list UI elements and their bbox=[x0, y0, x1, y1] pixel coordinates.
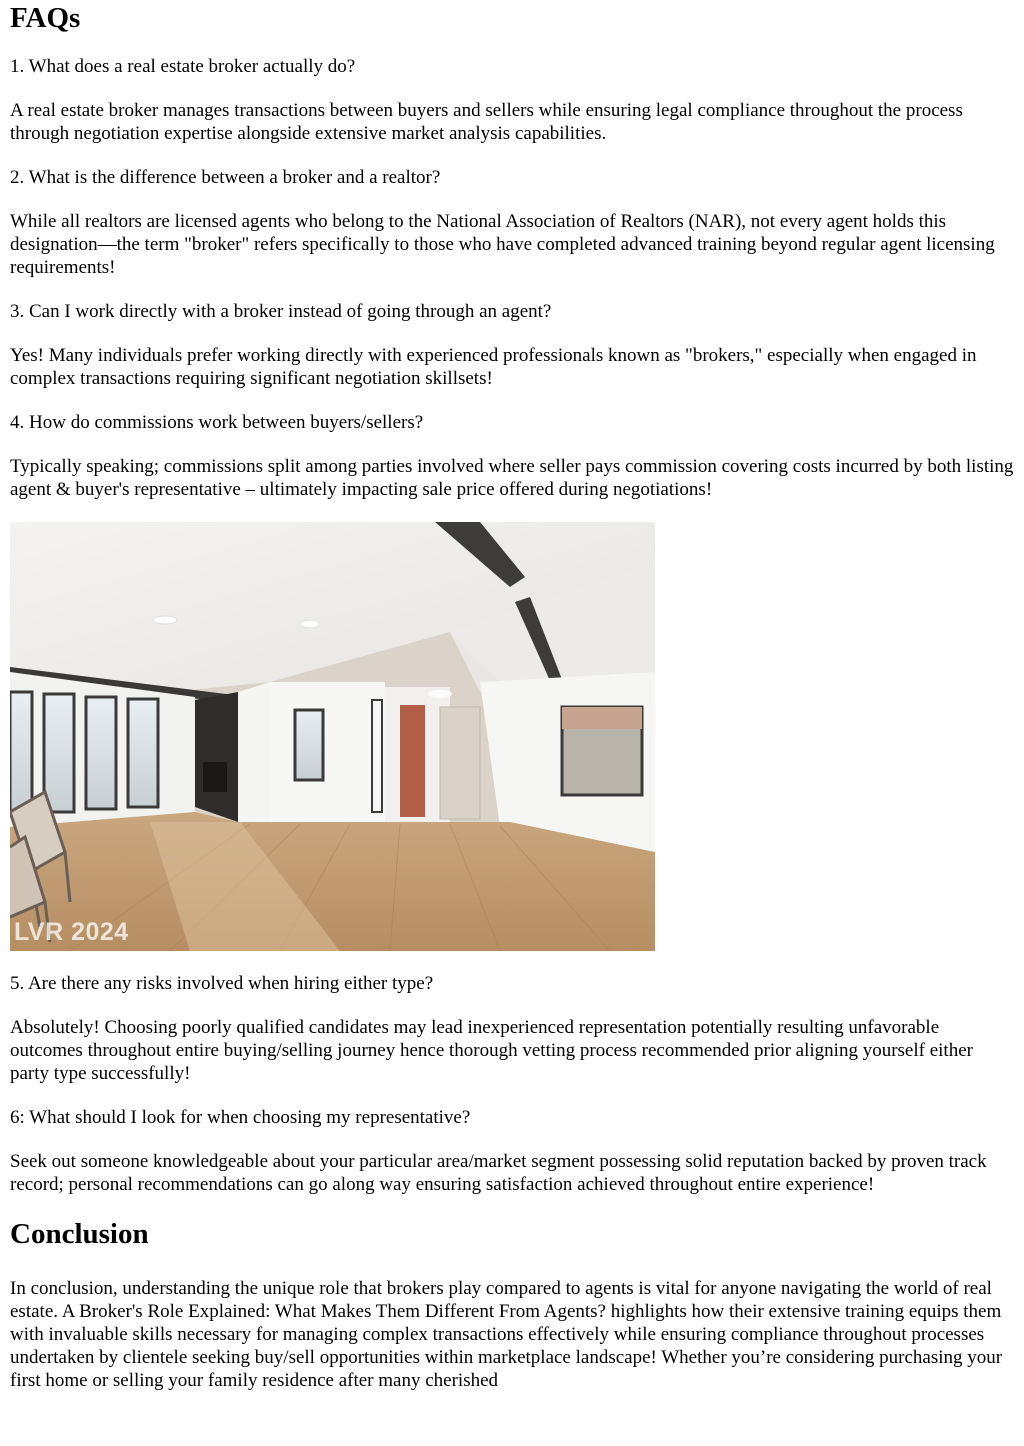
faq-question-6: 6: What should I look for when choosing my representative? bbox=[10, 1107, 471, 1128]
faq-answer-2: While all realtors are licensed agents who belong to the National Association of Realtors (NAR), not every agent holds this designation—the term "broker" refers specifically to those who have completed advanced training beyond regular agent licensing requirements! bbox=[10, 211, 995, 278]
faq-question-5: 5. Are there any risks involved when hiring either type? bbox=[10, 973, 434, 994]
faq-answer-5: Absolutely! Choosing poorly qualified candidates may lead inexperienced representation potentially resulting unfavorable outcomes throughout entire buying/selling journey hence thorough vetting process recommended prior aligning yourself either party type successfully! bbox=[10, 1017, 973, 1084]
faq-question-2: 2. What is the difference between a broker and a realtor? bbox=[10, 167, 441, 188]
faq-answer-6: Seek out someone knowledgeable about your particular area/market segment possessing solid reputation backed by proven track record; personal recommendations can go along way ensuring satisfaction achieved throughout entire experience! bbox=[10, 1151, 987, 1195]
conclusion-heading: Conclusion bbox=[10, 1218, 149, 1250]
living-room-photo bbox=[10, 522, 655, 951]
faq-question-1: 1. What does a real estate broker actually do? bbox=[10, 56, 356, 77]
conclusion-text: In conclusion, understanding the unique role that brokers play compared to agents is vital for anyone navigating the world of real estate. A Broker's Role Explained: What Makes Them Different From Agents? highlights how their extensive training equips them with invaluable skills necessary for managing complex transactions effectively while ensuring compliance throughout processes undertaken by clientele seeking buy/sell opportunities within marketplace landscape! Whether you’re considering purchasing your first home or selling your family residence after many cherished bbox=[10, 1278, 1003, 1391]
faq-answer-4: Typically speaking; commissions split among parties involved where seller pays commission covering costs incurred by both listing agent & buyer's representative – ultimately impacting sale price offered during negotiations! bbox=[10, 456, 1014, 500]
faq-question-3: 3. Can I work directly with a broker instead of going through an agent? bbox=[10, 301, 552, 322]
faqs-heading: FAQs bbox=[10, 2, 81, 34]
faq-answer-3: Yes! Many individuals prefer working directly with experienced professionals known as "brokers," especially when engaged in complex transactions requiring significant negotiation skillsets! bbox=[10, 345, 977, 389]
faq-answer-1: A real estate broker manages transactions between buyers and sellers while ensuring legal compliance throughout the process through negotiation expertise alongside extensive market analysis capabilities. bbox=[10, 100, 963, 144]
photo-watermark: LVR 2024 bbox=[14, 918, 129, 946]
faq-question-4: 4. How do commissions work between buyers/sellers? bbox=[10, 412, 424, 433]
